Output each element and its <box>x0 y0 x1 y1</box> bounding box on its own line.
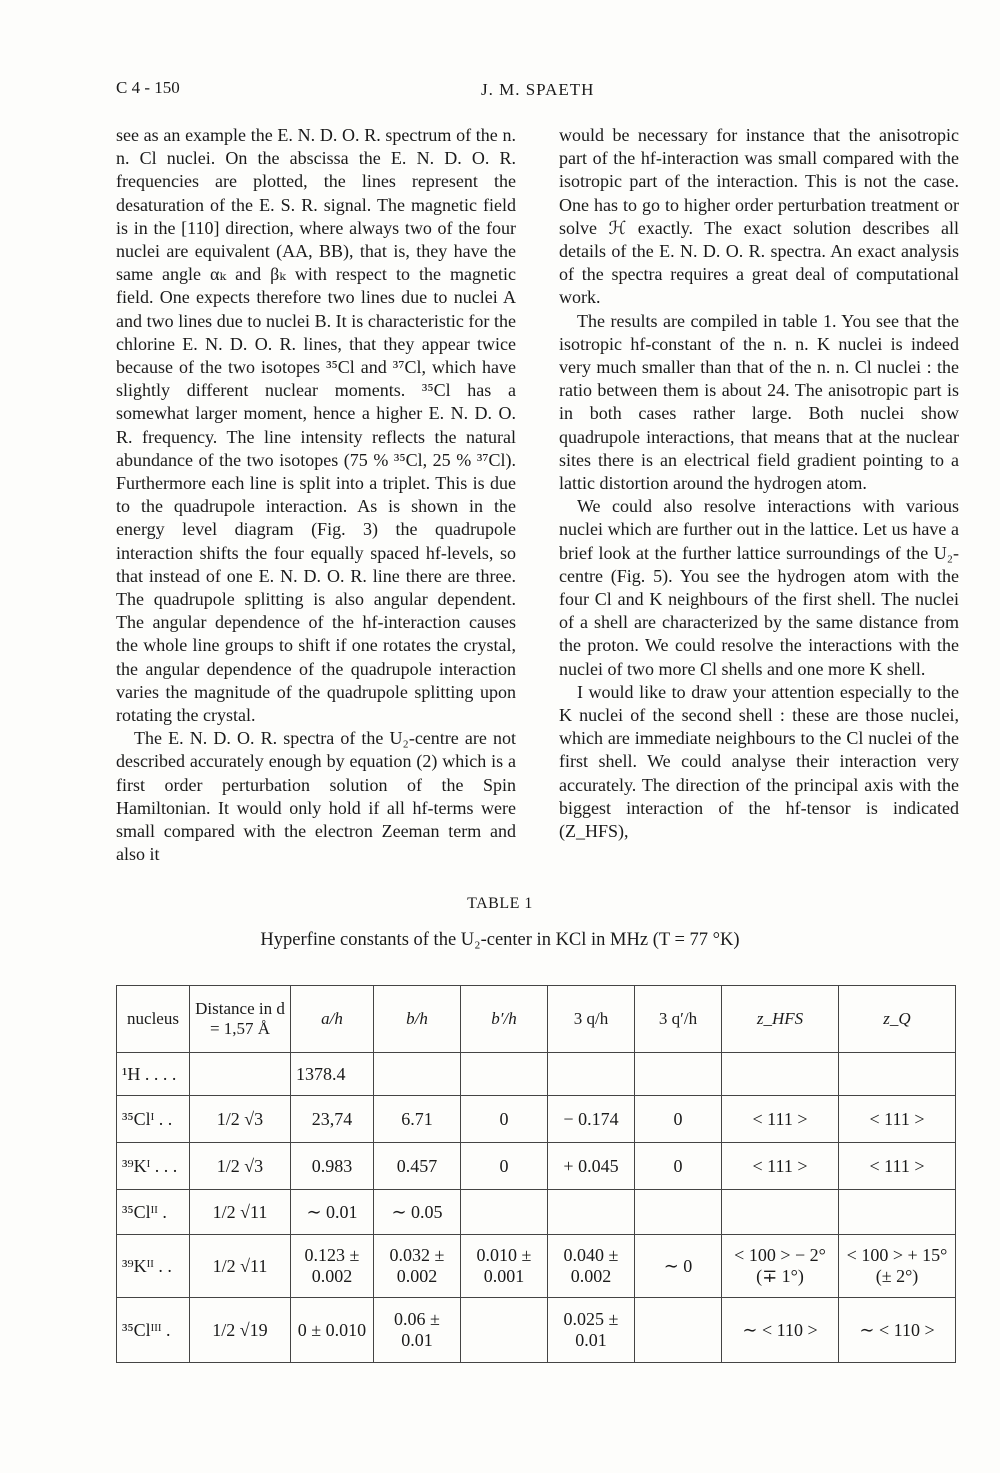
table-cell: 6.71 <box>374 1096 461 1143</box>
table-cell: ∼ 0 <box>635 1235 722 1298</box>
table-cell <box>461 1053 548 1096</box>
table-cell: 1/2 √11 <box>190 1235 291 1298</box>
table-cell: 0.040 ± 0.002 <box>548 1235 635 1298</box>
table-cell: < 100 > + 15° (± 2°) <box>839 1235 956 1298</box>
table-cell <box>548 1053 635 1096</box>
table-row <box>117 1235 956 1298</box>
table-cell: ∼ 0.01 <box>291 1190 374 1235</box>
table-cell: < 111 > <box>839 1096 956 1143</box>
table-cell: 1/2 √3 <box>190 1096 291 1143</box>
table-header-row <box>117 986 956 1053</box>
table-cell: ³⁹Kᴵ . . . <box>117 1143 190 1190</box>
col-header: z_Q <box>839 986 956 1053</box>
table-cell: 0.123 ± 0.002 <box>291 1235 374 1298</box>
table-cell: 0 <box>461 1143 548 1190</box>
left-column <box>116 124 516 867</box>
col-header: z_HFS <box>722 986 839 1053</box>
table-cell: 0 <box>461 1096 548 1143</box>
col-header: 3 q/h <box>548 986 635 1053</box>
table-cell <box>461 1190 548 1235</box>
paragraph: see as an example the E. N. D. O. R. spectrum of the n. n. Cl nuclei. On the abscissa the E. N. D. O. R. frequencies are plotted, the lines represent the desaturation of the E. S. R. signal. The magnetic field is in the [110] direction, where always two of the four nuclei are equivalent (AA, BB), that is, they have the same angle αₖ and βₖ with respect to the magnetic field. One expects therefore two lines due to nuclei A and two lines due to nuclei B. It is characteristic for the chlorine E. N. D. O. R. lines, that they appear twice because of the two isotopes ³⁵Cl and ³⁷Cl, which have slightly different nuclear moments. ³⁵Cl has a somewhat larger moment, hence a higher E. N. D. O. R. frequency. The line intensity reflects the natural abundance of the two isotopes (75 % ³⁵Cl, 25 % ³⁷Cl). Furthermore each line is split into a triplet. This is due to the quadrupole interaction. As is shown in the energy level diagram (Fig. 3) the quadrupole interaction shifts the four equally spaced hf-levels, so that instead of one E. N. D. O. R. line there are three. The quadrupole splitting is also angular dependent. The angular dependence of the hf-interaction causes the whole line groups to shift if one rotates the crystal, the angular dependence of the quadrupole interaction varies the magnitude of the quadrupole splitting upon rotating the crystal. <box>116 125 516 726</box>
table-cell: < 100 > − 2° (∓ 1°) <box>722 1235 839 1298</box>
table-cell: ∼ 0.05 <box>374 1190 461 1235</box>
table-caption: Hyperfine constants of the U₂-center in KCl in MHz (T = 77 °K) <box>260 930 740 950</box>
table-cell: 0.025 ± 0.01 <box>548 1298 635 1363</box>
table-cell <box>722 1053 839 1096</box>
paragraph: The results are compiled in table 1. You see that the isotropic hf-constant of the n. n. K nuclei is indeed very much smaller than that of the n. n. Cl nuclei : the ratio between them is about 24. The anisotropic part is in both cases rather large. Both nuclei show quadrupole interactions, that means that at the nuclear sites there is an electrical field gradient pointing to a lattic distortion around the hydrogen atom. <box>559 310 959 494</box>
page-header <box>116 78 946 102</box>
table-cell <box>190 1053 291 1096</box>
table-cell: 23,74 <box>291 1096 374 1143</box>
table-cell: 0 <box>635 1143 722 1190</box>
table-cell: ³⁵Clᴵ . . <box>117 1096 190 1143</box>
table-cell: 0 <box>635 1096 722 1143</box>
hyperfine-table <box>116 985 956 1363</box>
col-header: b′/h <box>461 986 548 1053</box>
table-row <box>117 1298 956 1363</box>
col-header: nucleus <box>117 986 190 1053</box>
table-cell <box>839 1053 956 1096</box>
running-head-author: J. M. SPAETH <box>481 80 595 99</box>
col-header: Distance in d = 1,57 Å <box>190 986 291 1053</box>
col-header: a/h <box>291 986 374 1053</box>
table-cell <box>839 1190 956 1235</box>
table-cell: + 0.045 <box>548 1143 635 1190</box>
col-header: 3 q′/h <box>635 986 722 1053</box>
table-cell: < 111 > <box>722 1096 839 1143</box>
paragraph: I would like to draw your attention especially to the K nuclei of the second shell : these are those nuclei, which are immediate neighbours to the Cl nuclei of the first shell. We could analyse their interaction very accurately. The direction of the principal axis with the biggest interaction of the hf-tensor is indicated (Z_HFS), <box>559 681 959 842</box>
page-number: C 4 - 150 <box>116 78 180 97</box>
table-cell <box>635 1298 722 1363</box>
table-row <box>117 1143 956 1190</box>
table-cell: ∼ < 110 > <box>722 1298 839 1363</box>
paragraph: We could also resolve interactions with various nuclei which are further out in the lattice. Let us have a brief look at the further lattice surroundings of the U₂-centre (Fig. 5). You see the hydrogen atom with the four Cl and K neighbours of the first shell. The nuclei of a shell are characterized by the same distance from the proton. We could resolve the interactions with the nuclei of two more Cl shells and one more K shell. <box>559 496 959 679</box>
table-cell: − 0.174 <box>548 1096 635 1143</box>
table-cell: 1378.4 <box>291 1053 374 1096</box>
table-cell <box>374 1053 461 1096</box>
table-cell: 1/2 √3 <box>190 1143 291 1190</box>
table-cell: 0.010 ± 0.001 <box>461 1235 548 1298</box>
right-column <box>559 124 959 843</box>
table-cell: ³⁹Kᴵᴵ . . <box>117 1235 190 1298</box>
paragraph: The E. N. D. O. R. spectra of the U₂-centre are not described accurately enough by equation (2) which is a first order perturbation solution of the Spin Hamiltonian. It would only hold if all hf-terms were small compared with the electron Zeeman term and also it <box>116 728 516 865</box>
table-cell <box>722 1190 839 1235</box>
table-row <box>117 1190 956 1235</box>
table-cell: ∼ < 110 > <box>839 1298 956 1363</box>
paragraph: would be necessary for instance that the anisotropic part of the hf-interaction was small compared with the isotropic part of the interaction. This is not the case. One has to go to higher order perturbation treatment or solve ℋ exactly. The exact solution describes all details of the E. N. D. O. R. spectra. An exact analysis of the spectra requires a great deal of computational work. <box>559 125 959 308</box>
table-cell: 0 ± 0.010 <box>291 1298 374 1363</box>
table-row <box>117 1053 956 1096</box>
table-cell: 1/2 √11 <box>190 1190 291 1235</box>
table-cell <box>635 1053 722 1096</box>
table-cell: < 111 > <box>839 1143 956 1190</box>
table-cell <box>548 1190 635 1235</box>
col-header: b/h <box>374 986 461 1053</box>
table-label: TABLE 1 <box>467 895 533 912</box>
table-cell: 0.06 ± 0.01 <box>374 1298 461 1363</box>
table-cell: < 111 > <box>722 1143 839 1190</box>
table-row <box>117 1096 956 1143</box>
table-cell <box>461 1298 548 1363</box>
table-cell: ³⁵Clᴵᴵᴵ . <box>117 1298 190 1363</box>
table-cell: 0.032 ± 0.002 <box>374 1235 461 1298</box>
table-cell: ¹H . . . . <box>117 1053 190 1096</box>
table-cell: 0.457 <box>374 1143 461 1190</box>
table-cell: 0.983 <box>291 1143 374 1190</box>
table-cell: ³⁵Clᴵᴵ . <box>117 1190 190 1235</box>
table-cell: 1/2 √19 <box>190 1298 291 1363</box>
table-cell <box>635 1190 722 1235</box>
